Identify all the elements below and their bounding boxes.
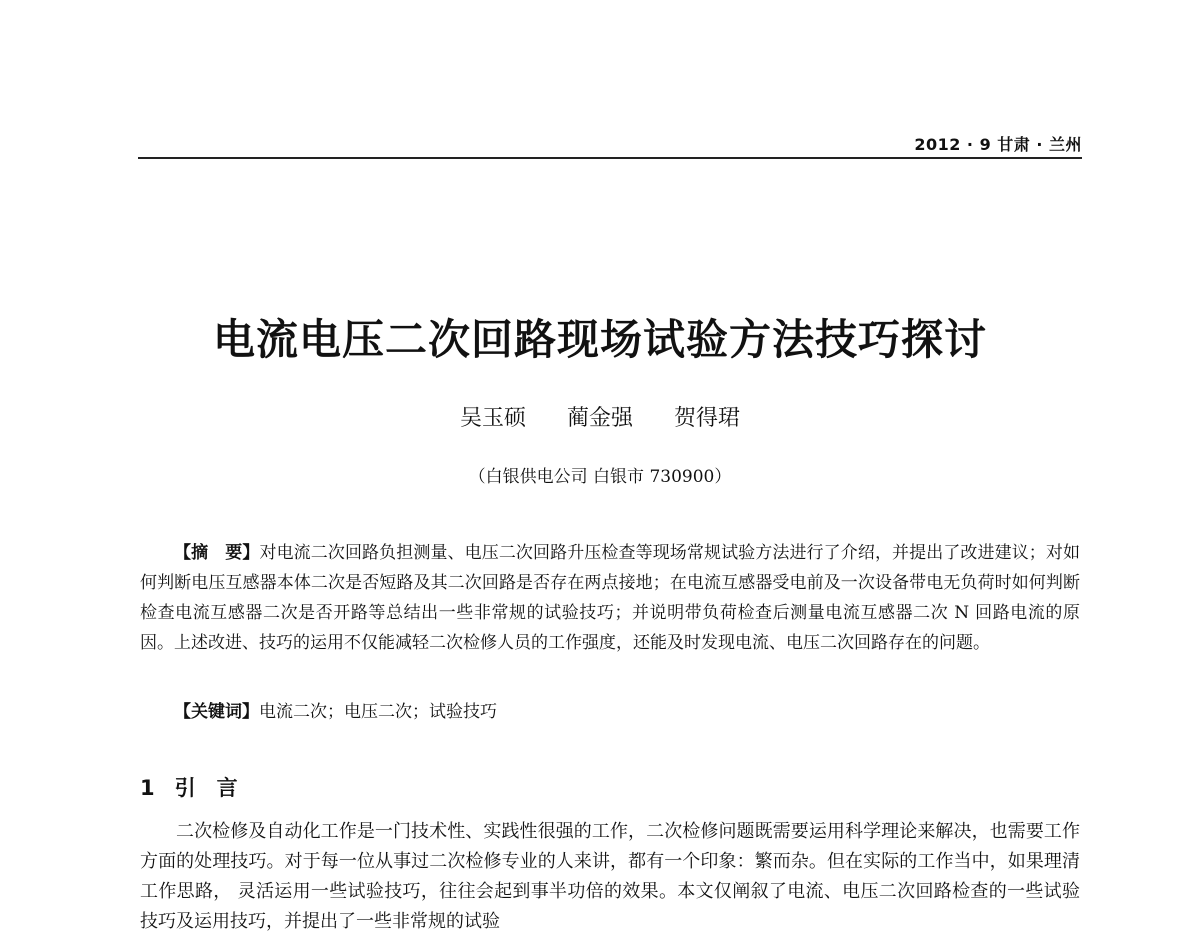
section-title: 引 言: [174, 776, 238, 800]
author-name: 贺得珺: [674, 406, 741, 431]
abstract: [140, 538, 1080, 658]
running-header: 2012 · 9 甘肃 · 兰州: [914, 135, 1082, 154]
abstract-text: 对电流二次回路负担测量、电压二次回路升压检查等现场常规试验方法进行了介绍，并提出了改进建议；对如何判断电压互感器本体二次是否短路及其二次回路是否存在两点接地；在电流互感器受电前及一次设备带电无负荷时如何判断检查电流互感器二次是否开路等总结出一些非常规的试验技巧；并说明带负荷检查后测量电流互感器二次 N 回路电流的原因。上述改进、技巧的运用不仅能减轻二次检修人员的工作强度，还能及时发现电流、电压二次回路存在的问题。: [140, 543, 1081, 653]
header-rule: [138, 157, 1082, 159]
keywords-text: 电流二次；电压二次；试验技巧: [259, 702, 497, 722]
keywords: [140, 697, 1080, 727]
abstract-paragraph: [140, 538, 1080, 658]
abstract-label: 【摘 要】: [174, 543, 260, 563]
body-paragraph: 二次检修及自动化工作是一门技术性、实践性很强的工作，二次检修问题既需要运用科学理论来解决，也需要工作方面的处理技巧。对于每一位从事过二次检修专业的人来讲，都有一个印象：繁而杂。但在实际的工作当中，如果理清工作思路， 灵活运用一些试验技巧，往往会起到事半功倍的效果。本文仅阐叙了电流、电压二次回路检查的一些试验技巧及运用技巧，并提出了一些非常规的试验: [140, 821, 1080, 932]
affiliation: （白银供电公司 白银市 730900）: [468, 467, 732, 487]
paper-title: 电流电压二次回路现场试验方法技巧探讨: [212, 315, 987, 364]
keywords-label: 【关键词】: [174, 702, 259, 722]
author-name: 蔺金强: [566, 406, 633, 431]
section-body: [140, 817, 1080, 937]
section-number: 1: [140, 776, 155, 800]
section-heading: [140, 772, 238, 802]
author-name: 吴玉硕: [459, 406, 526, 431]
author-list: [0, 401, 1200, 432]
